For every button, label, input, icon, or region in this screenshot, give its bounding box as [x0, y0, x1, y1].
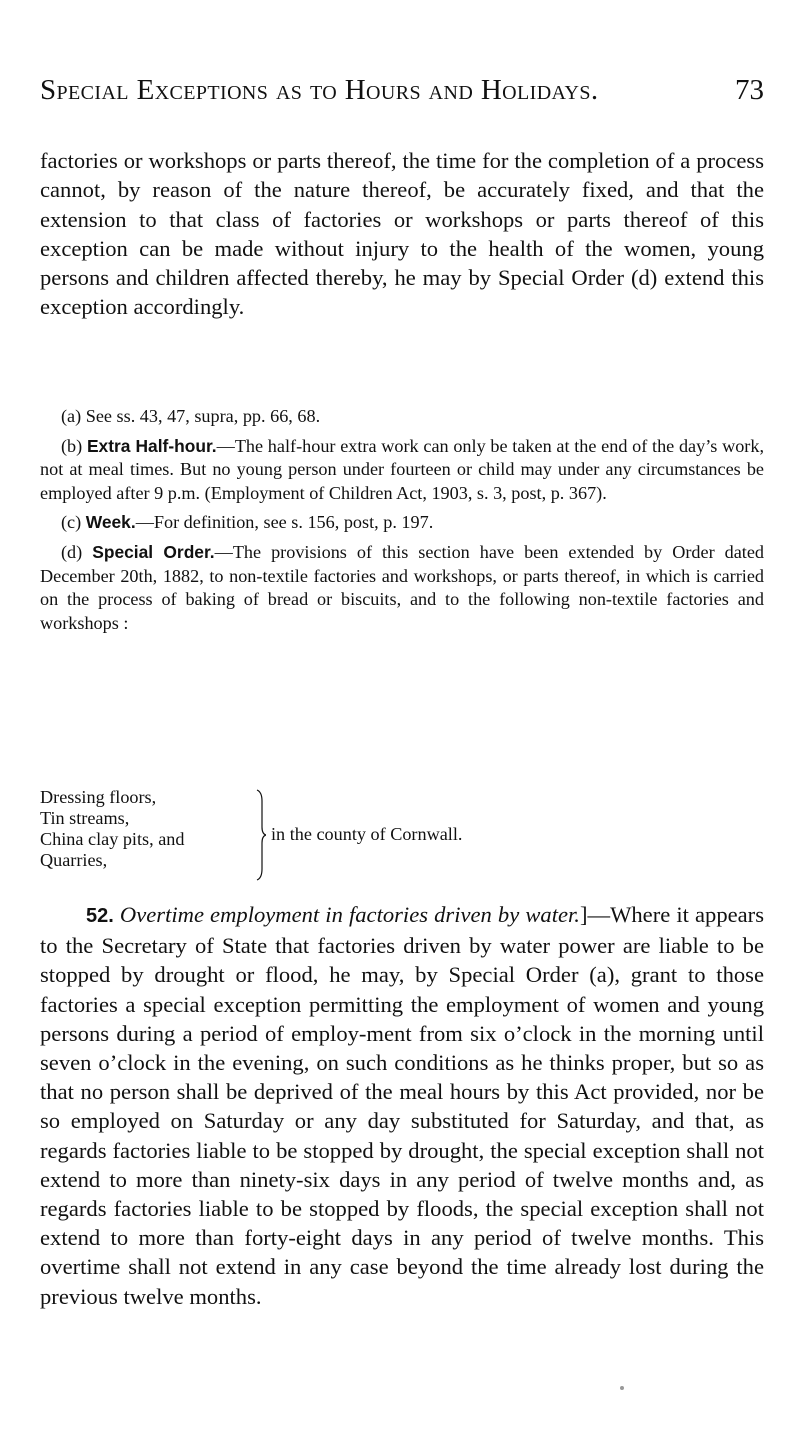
footnote-d-heading: Special Order.: [92, 541, 215, 562]
footnote-b-marker: (b): [61, 435, 83, 456]
section-title: Overtime employment in factories driven by water.: [119, 902, 580, 927]
footnote-d-marker: (d): [61, 541, 83, 562]
footnote-b-text: —The half-hour extra work can only be taken at the end of the day’s work, not at meal times. But no young person under fourteen or child may under any circumstances be employed after 9 p.m. (Employment of Children Act, 1903, s. 3, post, p. 367).: [40, 435, 765, 503]
ink-speck: [620, 1386, 624, 1390]
footnote-a: [40, 405, 764, 429]
opening-paragraph: factories or workshops or parts thereof, the time for the completion of a process cannot, by reason of the nature thereof, be accurately fixed, and that the extension to that class of factories or workshops or parts thereof of this exception can be made without injury to the health of the women, young persons and children affected thereby, he may by Special Order (d) extend this exception accordingly.: [40, 148, 764, 320]
right-brace-icon: [256, 789, 266, 881]
list-item: Dressing floors,: [40, 787, 157, 807]
footnote-c: [40, 511, 764, 535]
running-title: Special Exceptions as to Hours and Holidays.: [40, 74, 599, 106]
page-number: 73: [735, 74, 764, 106]
footnote-b-heading: Extra Half-hour.: [86, 435, 217, 456]
footnote-b: [40, 435, 764, 506]
section-number: 52.: [86, 905, 114, 927]
footnote-c-marker: (c): [61, 512, 82, 533]
footnote-c-text: —For definition, see s. 156, post, p. 197.: [135, 512, 434, 533]
list-item: Quarries,: [40, 850, 108, 870]
footnote-a-marker: (a): [61, 406, 82, 426]
list-item: Tin streams,: [40, 808, 130, 828]
cornwall-list: [40, 787, 764, 883]
footnote-c-heading: Week.: [85, 512, 136, 533]
footnote-d: [40, 541, 764, 635]
list-item: China clay pits, and: [40, 829, 185, 849]
section-title-bracket: ]—: [579, 902, 611, 927]
cornwall-list-items: [40, 787, 184, 871]
footnote-d-text: —The provisions of this section have been extended by Order dated December 20th, 1882, to non-textile factories and workshops, or parts thereof, in which is carried on the process of baking of bread or biscuits, and to the following non-textile factories and workshops :: [40, 541, 765, 633]
section-52: [40, 900, 764, 1311]
section-text: Where it appears to the Secretary of State that factories driven by water power are liable to be stopped by drought or flood, he may, by Special Order (a), grant to those factories a special exception permitting the employment of women and young persons during a period of employ-ment from six o’clock in the morning until seven o’clock in the evening, on such conditions as he thinks proper, but so as that no person shall be deprived of the meal hours by this Act provided, nor be so employed on Saturday or any day substituted for Saturday, and that, as regards factories liable to be stopped by drought, the special exception shall not extend to more than ninety-six days in any period of twelve months and, as regards factories liable to be stopped by floods, the special exception shall not extend to more than forty-eight days in any period of twelve months. This overtime shall not extend in any case beyond the time already lost during the previous twelve months.: [40, 902, 764, 1309]
page-header: [40, 74, 764, 114]
footnote-a-text: See ss. 43, 47, supra, pp. 66, 68.: [85, 406, 321, 426]
footnotes: [40, 405, 764, 641]
brace-label: in the county of Cornwall.: [271, 824, 463, 844]
